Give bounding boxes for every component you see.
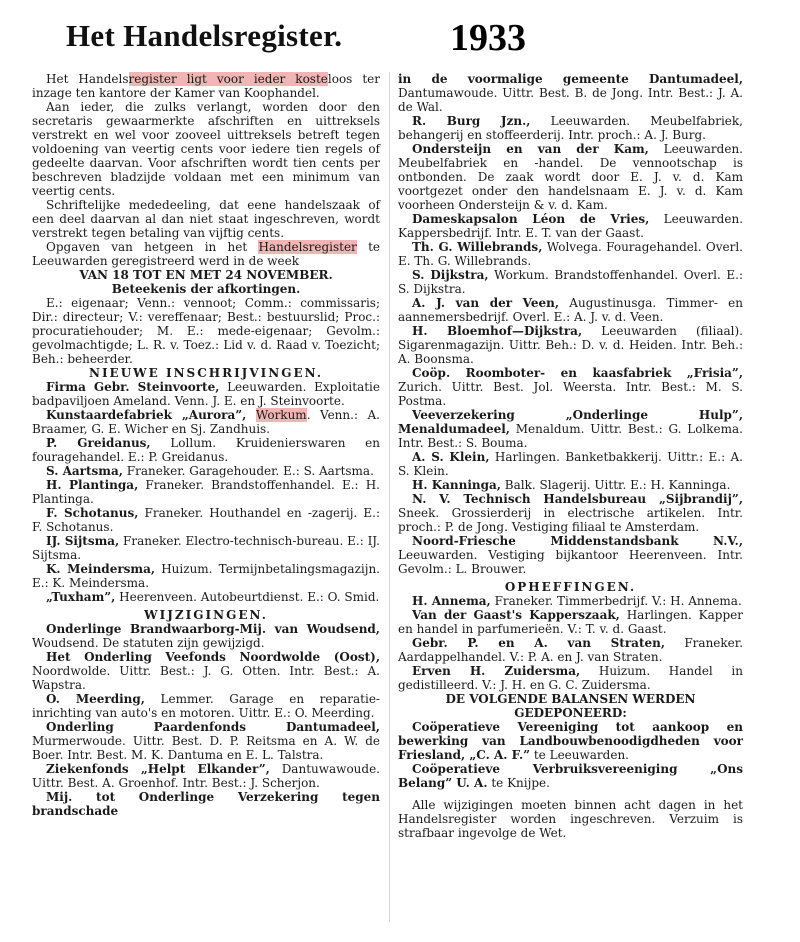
list-item [32,436,380,464]
list-item [32,590,380,604]
balance-entries-list [398,720,743,790]
entry-name: IJ. Sijtsma, [46,534,120,548]
change-entries-list [32,622,380,818]
entry-name: Van der Gaast's Kapperszaak, [412,608,620,622]
entry-name: Firma Gebr. Steinvoorte, [46,380,220,394]
entry-name: Onderlinge Brandwaarborg-Mij. van Woudsend, [46,622,380,636]
new-entries-list [32,380,380,604]
list-item [32,650,380,692]
entry-name: A. J. van der Veen, [412,296,560,310]
highlighted-text: register ligt voor ieder koste [128,72,328,86]
list-item [32,478,380,506]
list-item [398,408,743,450]
intro-text: loos ter inzage ten kantore der Kamer van Koophandel. [32,72,380,100]
list-item [398,534,743,576]
abbreviations-text: E.: eigenaar; Venn.: vennoot; Comm.: commissaris; Dir.: directeur; V.: vereffenaar; Best.: bestuurslid; Proc.: procuratiehouder; M. E.: mede-eigenaar; Gevolm.: gevolmachtigde; L. R. v. Toez.: Lid v. d. Raad v. Toezicht; Beh.: beheerder. [32,296,380,366]
entry-name: Erven H. Zuidersma, [412,664,581,678]
list-item [398,212,743,240]
intro-paragraph: Aan ieder, die zulks verlangt, worden door den secretaris gewaarmerkte afschriften en uittreksels verstrekt en wel voor zooveel uittreksels betreft tegen voldoening van veertig cents voor iedere tien regels of gedeelte daarvan. Voor afschriften wordt tien cents per beschreven bladzijde voldaan met een minimum van veertig cents. [32,100,380,198]
section-heading-balances-sub: GEDEPONEERD: [514,706,627,720]
right-column [398,72,743,840]
list-item [32,790,380,818]
list-item [398,762,743,790]
list-item [398,240,743,268]
entry-name: S. Aartsma, [46,464,123,478]
entry-text: Heerenveen. Autobeurtdienst. E.: O. Smid. [115,590,380,604]
entry-text: Workum. Brandstoffenhandel. Overl. E.: S. Dijkstra. [398,268,743,296]
highlighted-text: Handelsregister [258,240,357,254]
entry-name: Coöperatieve Verbruiksvereeniging „Ons Belang” U. A. [398,762,743,790]
entry-text: Noordwolde. Uittr. Best.: J. G. Otten. Intr. Best.: A. Wapstra. [32,664,380,692]
entry-text: Lemmer. Garage en reparatie-inrichting van auto's en motoren. Uittr. E.: O. Meerding. [32,692,380,720]
entry-text: Dantuwawoude. Uittr. Best. A. Groenhof. Intr. Best.: J. Scherjon. [32,762,380,790]
entry-name: S. Dijkstra, [412,268,489,282]
entry-text: Huizum. Termijnbetalingsmagazijn. E.: K. Meindersma. [32,562,381,590]
list-item [32,720,380,762]
intro-paragraph [32,72,380,100]
entry-text: te Leeuwarden. [530,748,629,762]
entry-text: Woudsend. De statuten zijn gewijzigd. [32,636,265,650]
section-heading-new: NIEUWE INSCHRIJVINGEN. [88,366,324,380]
list-item [398,492,743,534]
entry-name: Th. G. Willebrands, [412,240,543,254]
column-divider [389,72,390,922]
list-item [32,380,380,408]
week-heading: VAN 18 TOT EN MET 24 NOVEMBER. [79,268,333,282]
section-heading-changes: WIJZIGINGEN. [144,608,268,622]
entry-name: Gebr. P. en A. van Straten, [412,636,666,650]
entry-text: Leeuwarden. Vestiging bijkantoor Heerenveen. Intr. Gevolm.: L. Brouwer. [398,548,743,576]
entry-name: Onderling Paardenfonds Dantumadeel, [46,720,380,734]
entry-text: Wolvega. Fouragehandel. Overl. E. Th. G. Willebrands. [398,240,743,268]
intro-paragraph: Schriftelijke mededeeling, dat eene handelszaak of een deel daarvan al dan niet staat ingeschreven, wordt verstrekt tegen betaling van vijftig cents. [32,198,380,240]
list-item [398,268,743,296]
entry-name: Noord-Friesche Middenstandsbank N.V., [412,534,743,548]
entry-text: Leeuwarden. Exploitatie badpaviljoen Ameland. Venn. J. E. en J. Steinvoorte. [32,380,380,408]
entry-text: Murmerwoude. Uittr. Best. D. P. Reitsma en A. W. de Boer. Intr. Best. M. K. Dantuma en E. L. Talstra. [32,734,380,762]
entry-text: Balk. Slagerij. Uittr. E.: H. Kanninga. [500,478,731,492]
section-heading-balances: DE VOLGENDE BALANSEN WERDEN [445,692,696,706]
intro-text: te Leeuwarden geregistreerd werd in de week [32,240,380,268]
list-item [398,594,743,608]
entry-name: H. Annema, [412,594,491,608]
list-item [398,114,743,142]
left-column [32,72,380,818]
entry-text: Franeker. Brandstoffenhandel. E.: H. Plantinga. [32,478,380,506]
entry-name: „Tuxham”, [46,590,116,604]
abbreviations-heading: Beteekenis der afkortingen. [111,282,301,296]
entry-name: N. V. Technisch Handelsbureau „Sijbrandij”, [412,492,743,506]
list-item [398,324,743,366]
entry-text: Franeker. Garagehouder. E.: S. Aartsma. [122,464,374,478]
list-item [32,762,380,790]
entry-name: Het Onderling Veefonds Noordwolde (Oost), [46,650,380,664]
page-title: Het Handelsregister. [66,18,343,53]
intro-text: Opgaven van hetgeen in het [46,240,259,254]
entry-text: Leeuwarden. Kappersbedrijf. Intr. E. T. van der Gaast. [398,212,744,240]
entry-text: Lollum. Kruidenierswaren en fouragehandel. E.: P. Greidanus. [32,436,380,464]
entry-name: Coöp. Roomboter- en kaasfabriek „Frisia”, [412,366,743,380]
list-item [398,72,743,114]
entry-name: Ondersteijn en van der Kam, [412,142,649,156]
entry-name: F. Schotanus, [46,506,139,520]
entry-text: Franeker. Aardappelhandel. V.: P. A. en J. van Straten. [398,636,744,664]
list-item [32,692,380,720]
list-item [32,562,380,590]
entry-text: Harlingen. Banketbakkerij. Uittr.: E.: A. S. Klein. [398,450,743,478]
list-item [398,608,743,636]
entry-text: Sneek. Grossierderij in electrische artikelen. Intr. proch.: P. de Jong. Vestiging filiaal te Amsterdam. [398,506,743,534]
entry-text: Dantumawoude. Uittr. Best. B. de Jong. Intr. Best.: J. A. de Wal. [398,86,743,114]
cancel-entries-list [398,594,743,692]
list-item [32,534,380,562]
entry-name: Coöperatieve Vereeniging tot aankoop en bewerking van Landbouwbenoodigdheden voor Friesland, „C. A. F.” [398,720,743,762]
entry-name: Veeverzekering „Onderlinge Hulp”, Menaldumadeel, [398,408,743,436]
list-item [398,478,743,492]
entry-name: Mij. tot Onderlinge Verzekering tegen brandschade [32,790,380,818]
list-item [32,408,380,436]
entry-text: Franeker. Houthandel en -zagerij. E.: F. Schotanus. [32,506,380,534]
entry-name: A. S. Klein, [412,450,490,464]
entry-name: O. Meerding, [46,692,145,706]
entry-text: Franeker. Timmerbedrijf. V.: H. Annema. [490,594,742,608]
entry-text: Menaldum. Uittr. Best.: G. Lolkema. Intr. Best.: S. Bouma. [398,422,743,450]
closing-note: Alle wijzigingen moeten binnen acht dagen in het Handelsregister worden ingeschreven. Verzuim is strafbaar ingevolge de Wet. [398,798,743,840]
list-item [398,636,743,664]
list-item [398,142,743,212]
intro-paragraph [32,240,380,268]
list-item [398,450,743,478]
entry-name: in de voormalige gemeente Dantumadeel, [398,72,743,86]
entry-name: Dameskapsalon Léon de Vries, [412,212,650,226]
entry-name: P. Greidanus, [46,436,151,450]
entry-text: . Venn.: A. Braamer, G. E. Wicher en Sj. Zandhuis. [32,408,380,436]
entry-text: Leeuwarden. Meubelfabriek, behangerij en stoffeerderij. Intr. proch.: A. J. Burg. [398,114,743,142]
entry-name: H. Kanninga, [412,478,501,492]
entry-name: K. Meindersma, [46,562,156,576]
year-label: 1933 [450,17,526,59]
entry-text: Augustinusga. Timmer- en aannemersbedrijf. Overl. E.: A. J. v. d. Veen. [398,296,744,324]
list-item [398,296,743,324]
list-item [398,720,743,762]
entry-text: Franeker. Electro-technisch-bureau. E.: IJ. Sijtsma. [32,534,380,562]
entry-name: H. Plantinga, [46,478,139,492]
entry-text: Leeuwarden. Meubelfabriek en -handel. De vennootschap is ontbonden. De zaak wordt door E. J. v. d. Kam voortgezet onder den handelsnaam E. J. v. d. Kam voorheen Ondersteijn & v. d. Kam. [398,142,743,212]
highlighted-text: Workum [255,408,307,422]
entry-text: Huizum. Handel in gedistilleerd. V.: J. H. en G. C. Zuidersma. [398,664,744,692]
list-item [398,366,743,408]
entry-text: te Knijpe. [487,776,550,790]
continued-entries-list [398,72,743,576]
list-item [32,506,380,534]
entry-name: Ziekenfonds „Helpt Elkander”, [46,762,270,776]
list-item [32,622,380,650]
entry-text: Zurich. Uittr. Best. Jol. Weersta. Intr. Best.: M. S. Postma. [398,380,743,408]
section-heading-cancellations: OPHEFFINGEN. [504,580,637,594]
entry-text: Leeuwarden (filiaal). Sigarenmagazijn. Uittr. Beh.: D. v. d. Heiden. Intr. Beh.: A. Boonsma. [398,324,743,366]
entry-name: H. Bloemhof—Dijkstra, [412,324,583,338]
entry-name: R. Burg Jzn., [412,114,531,128]
list-item [32,464,380,478]
list-item [398,664,743,692]
intro-text: Het Handels [46,72,129,86]
entry-name: Kunstaardefabriek „Aurora”, [46,408,247,422]
entry-text: Harlingen. Kapper en handel in parfumerieën. V.: T. v. d. Gaast. [398,608,743,636]
